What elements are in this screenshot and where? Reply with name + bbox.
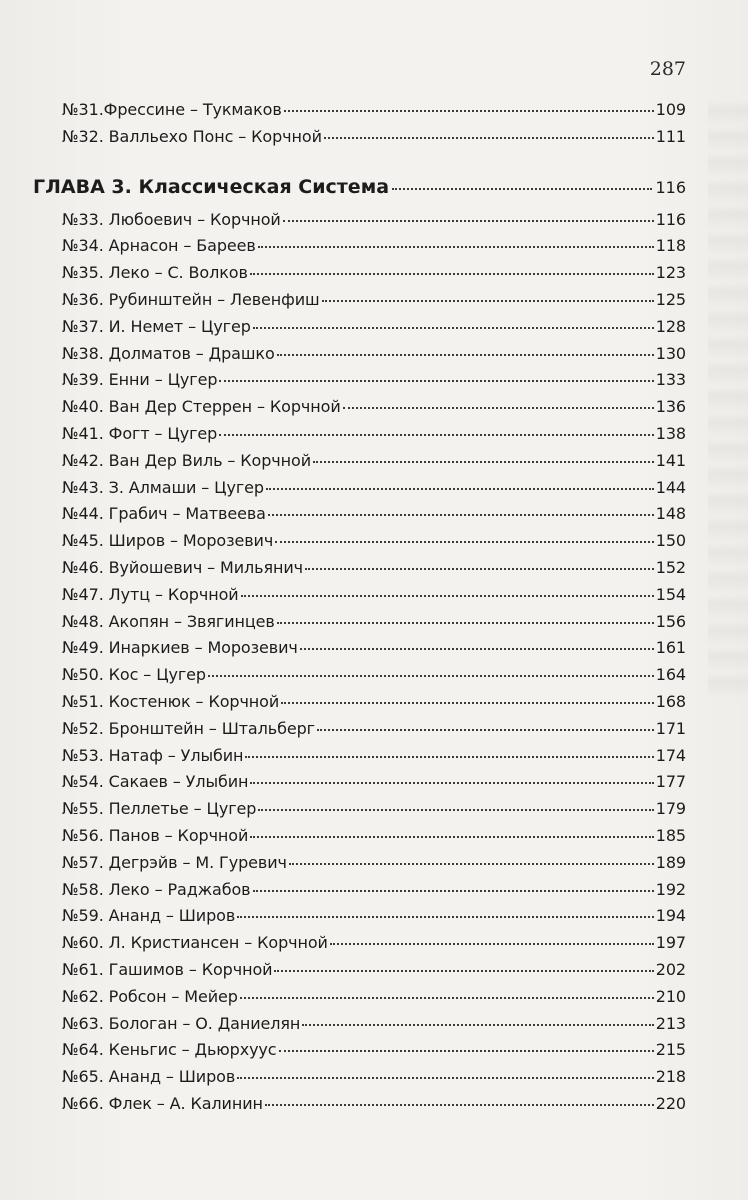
toc-entry[interactable] [62, 451, 686, 478]
toc-entry-page: 215 [655, 1040, 686, 1060]
toc-entry-page: 136 [655, 397, 686, 417]
toc-entry-page: 197 [655, 933, 686, 953]
dot-leader [305, 568, 654, 570]
toc-entry-page: 218 [655, 1067, 686, 1087]
dot-leader [245, 756, 653, 758]
toc-entry[interactable] [62, 370, 686, 397]
dot-leader [392, 188, 652, 190]
toc-entry-page: 144 [655, 477, 686, 497]
toc-entry-page: 125 [655, 289, 686, 309]
dot-leader [277, 354, 654, 356]
dot-leader [266, 488, 654, 490]
toc-entry-title: №38. Долматов – Драшко [62, 343, 275, 363]
toc-entry-title: №37. И. Немет – Цугер [62, 316, 251, 336]
toc-entry-page: 164 [655, 665, 686, 685]
toc-entry[interactable] [62, 933, 686, 960]
toc-entry[interactable] [62, 746, 686, 773]
toc-entry[interactable] [62, 612, 686, 639]
toc-entry[interactable] [62, 799, 686, 826]
toc-entry-title: №53. Натаф – Улыбин [62, 745, 244, 765]
toc-entry[interactable] [62, 1014, 686, 1041]
toc-entry[interactable] [62, 826, 686, 853]
toc-entry-title: №31.Фрессине – Тукмаков [62, 100, 282, 119]
dot-leader [241, 595, 654, 597]
toc-entry-page: 185 [655, 825, 686, 845]
dot-leader [322, 300, 654, 302]
dot-leader [265, 1104, 654, 1106]
toc-entry[interactable] [62, 424, 686, 451]
dot-leader [300, 648, 654, 650]
toc-entry-page: 220 [655, 1093, 686, 1113]
chapter-heading[interactable] [33, 176, 686, 210]
dot-leader [343, 407, 654, 409]
chapter-page: 116 [655, 177, 686, 197]
toc-entry-title: №54. Сакаев – Улыбин [62, 772, 249, 792]
dot-leader [253, 890, 654, 892]
toc-entry[interactable] [62, 236, 686, 263]
dot-leader [330, 943, 654, 945]
toc-entry-page: 171 [655, 718, 686, 738]
toc-entry-page: 138 [655, 423, 686, 443]
toc-entry-title: №61. Гашимов – Корчной [62, 959, 273, 979]
dot-leader [258, 246, 654, 248]
toc-entries-top [62, 100, 686, 154]
toc-entry[interactable] [62, 1094, 686, 1121]
toc-entry-title: №62. Робсон – Мейер [62, 986, 238, 1006]
toc-entry[interactable] [62, 880, 686, 907]
toc-entry-page: 168 [655, 691, 686, 711]
toc-entry-page: 179 [655, 799, 686, 819]
toc-entry[interactable] [62, 960, 686, 987]
toc-entry-page: 152 [655, 557, 686, 577]
toc-entry-page: 148 [655, 504, 686, 524]
chapter-title: ГЛАВА 3. Классическая Система [33, 175, 390, 198]
toc-entry-title: №52. Бронштейн – Штальберг [62, 718, 315, 738]
toc-entry[interactable] [62, 585, 686, 612]
toc-entry-title: №42. Ван Дер Виль – Корчной [62, 450, 311, 470]
toc-entry-title: №57. Дегрэйв – М. Гуревич [62, 852, 287, 872]
dot-leader [219, 434, 654, 436]
dot-leader [208, 675, 654, 677]
toc-entry-title: №65. Ананд – Широв [62, 1067, 236, 1087]
show-through-shadow [708, 100, 748, 700]
toc-entry-page: 213 [655, 1013, 686, 1033]
toc-entry-title: №34. Арнасон – Бареев [62, 236, 256, 256]
toc-entry-page: 133 [655, 370, 686, 390]
toc-entry[interactable] [62, 906, 686, 933]
toc-entry-page: 202 [655, 959, 686, 979]
toc-entry-title: №43. З. Алмаши – Цугер [62, 477, 264, 497]
toc-entry-title: №32. Валльехо Понс – Корчной [62, 126, 322, 146]
toc-entry-page: 141 [655, 450, 686, 470]
dot-leader [275, 541, 654, 543]
dot-leader [317, 729, 654, 731]
dot-leader [281, 702, 654, 704]
toc-entry-title: №63. Бологан – О. Даниелян [62, 1013, 301, 1033]
toc-entry-page: 130 [655, 343, 686, 363]
toc-entry-page: 109 [655, 100, 686, 119]
toc-entry-title: №56. Панов – Корчной [62, 825, 249, 845]
toc-entry[interactable] [62, 1040, 686, 1067]
toc-entry-page: 210 [655, 986, 686, 1006]
toc-entry[interactable] [62, 719, 686, 746]
toc-entry-page: 177 [655, 772, 686, 792]
toc-entry-title: №35. Леко – С. Волков [62, 263, 248, 283]
toc-entry-title: №36. Рубинштейн – Левенфиш [62, 289, 320, 309]
toc-entry-title: №48. Акопян – Звягинцев [62, 611, 275, 631]
toc-entry[interactable] [62, 665, 686, 692]
toc-entry-title: №50. Кос – Цугер [62, 665, 206, 685]
dot-leader [219, 380, 653, 382]
toc-entry-title: №33. Любоевич – Корчной [62, 209, 281, 229]
dot-leader [289, 863, 654, 865]
toc-entry[interactable] [62, 772, 686, 799]
toc-entry-page: 161 [655, 638, 686, 658]
toc-entry[interactable] [62, 531, 686, 558]
toc-entry[interactable] [62, 504, 686, 531]
toc-entry[interactable] [62, 127, 686, 154]
toc-entry-title: №47. Лутц – Корчной [62, 584, 239, 604]
dot-leader [277, 622, 654, 624]
toc-entries [62, 210, 686, 1121]
toc-entry-title: №64. Кеньгис – Дьюрхуус [62, 1040, 277, 1060]
toc-entry[interactable] [62, 558, 686, 585]
toc-entry-page: 118 [655, 236, 686, 256]
toc-entry[interactable] [62, 210, 686, 237]
toc-entry[interactable] [62, 987, 686, 1014]
dot-leader [302, 1024, 653, 1026]
toc-entry-page: 156 [655, 611, 686, 631]
dot-leader [258, 809, 653, 811]
toc-entry-page: 194 [655, 906, 686, 926]
dot-leader [279, 1050, 654, 1052]
toc-entry[interactable] [62, 478, 686, 505]
dot-leader [250, 782, 653, 784]
toc-entry-title: №55. Пеллетье – Цугер [62, 799, 257, 819]
dot-leader [250, 273, 654, 275]
toc-entry-title: №40. Ван Дер Стеррен – Корчной [62, 397, 341, 417]
dot-leader [313, 461, 654, 463]
toc-entry-title: №39. Енни – Цугер [62, 370, 218, 390]
page-number: 287 [649, 58, 686, 80]
table-of-contents [33, 100, 686, 1121]
toc-entry-page: 192 [655, 879, 686, 899]
toc-entry-title: №60. Л. Кристиансен – Корчной [62, 933, 328, 953]
dot-leader [253, 327, 654, 329]
toc-entry-title: №46. Вуйошевич – Мильянич [62, 557, 304, 577]
toc-entry-page: 128 [655, 316, 686, 336]
toc-entry-title: №59. Ананд – Широв [62, 906, 236, 926]
toc-entry[interactable] [62, 692, 686, 719]
toc-entry-page: 111 [655, 126, 686, 146]
toc-entry-title: №51. Костенюк – Корчной [62, 691, 280, 711]
dot-leader [240, 997, 654, 999]
toc-entry-page: 154 [655, 584, 686, 604]
toc-entry-page: 189 [655, 852, 686, 872]
toc-entry[interactable] [62, 317, 686, 344]
toc-entry[interactable] [62, 290, 686, 317]
toc-entry[interactable] [62, 853, 686, 880]
toc-entry-title: №58. Леко – Раджабов [62, 879, 251, 899]
toc-entry-title: №44. Грабич – Матвеева [62, 504, 266, 524]
toc-entry-title: №45. Широв – Морозевич [62, 531, 274, 551]
toc-entry-title: №49. Инаркиев – Морозевич [62, 638, 298, 658]
toc-entry-page: 123 [655, 263, 686, 283]
toc-entry[interactable] [62, 263, 686, 290]
dot-leader [237, 916, 654, 918]
toc-entry[interactable] [62, 397, 686, 424]
toc-entry-title: №66. Флек – А. Калинин [62, 1093, 263, 1113]
toc-entry-page: 116 [655, 209, 686, 229]
dot-leader [283, 220, 654, 222]
dot-leader [250, 836, 653, 838]
dot-leader [284, 110, 654, 112]
toc-entry-title: №41. Фогт – Цугер [62, 423, 218, 443]
toc-entry[interactable] [62, 344, 686, 371]
dot-leader [237, 1077, 654, 1079]
toc-entry-page: 174 [655, 745, 686, 765]
dot-leader [274, 970, 653, 972]
dot-leader [324, 137, 654, 139]
toc-entry[interactable] [62, 638, 686, 665]
toc-entry[interactable] [62, 1067, 686, 1094]
dot-leader [268, 514, 654, 516]
toc-entry-page: 150 [655, 531, 686, 551]
toc-entry[interactable] [62, 100, 686, 127]
